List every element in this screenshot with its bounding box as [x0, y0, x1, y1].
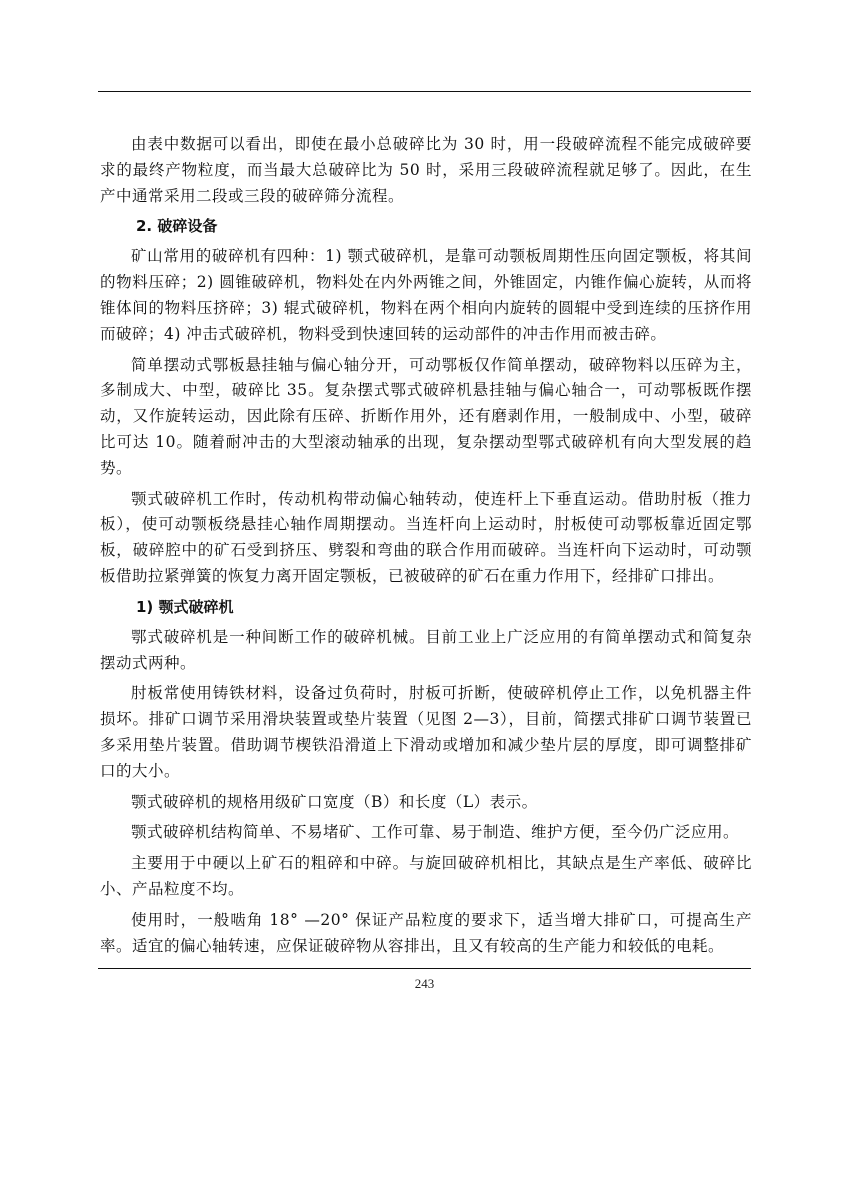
paragraph: 颚式破碎机结构简单、不易堵矿、工作可靠、易于制造、维护方便，至今仍广泛应用。: [131, 823, 740, 842]
paragraph: 颚式破碎机的规格用级矿口宽度（B）和长度（L）表示。: [131, 792, 538, 811]
paragraph: 简单摆动式鄂板悬挂轴与偏心轴分开，可动鄂板仅作简单摆动，破碎物料以压碎为主，多制成大、中型，破碎比 35。复杂摆式鄂式破碎机悬挂轴与偏心轴合一，可动鄂板既作摆动，又作旋转运动，因此除有压碎、折断作用外，还有磨剥作用，一般制成中、小型，破碎比可达 10。随着耐冲击的大型滚动轴承的出现，复杂摆动型鄂式破碎机有向大型发展的趋势。: [100, 355, 752, 477]
paragraph: 矿山常用的破碎机有四种：1) 颚式破碎机，是靠可动颚板周期性压向固定颚板，将其间的物料压碎；2) 圆锥破碎机，物料处在内外两锥之间，外锥固定，内锥作偏心旋转，从而将锥体间的物料压挤碎；3) 辊式破碎机，物料在两个相向内旋转的圆辊中受到连续的压挤作用而破碎；4) 冲击式破碎机，物料受到快速回转的运动部件的冲击作用而被击碎。: [100, 247, 752, 343]
paragraph: 使用时，一般啮角 18° —20° 保证产品粒度的要求下，适当增大排矿口，可提高生产率。适宜的偏心轴转速，应保证破碎物从容排出，且又有较高的生产能力和较低的电耗。: [100, 910, 752, 955]
paragraph: 主要用于中硬以上矿石的粗碎和中碎。与旋回破碎机相比，其缺点是生产率低、破碎比小、产品粒度不均。: [100, 854, 752, 898]
header-rule: [98, 91, 751, 92]
paragraph: 鄂式破碎机是一种间断工作的破碎机械。目前工业上广泛应用的有简单摆动式和简复杂摆动式两种。: [100, 627, 752, 672]
footer-rule: [98, 968, 751, 969]
page-body: [100, 132, 752, 964]
paragraph: 颚式破碎机工作时，传动机构带动偏心轴转动，使连杆上下垂直运动。借助肘板（推力板），使可动颚板绕悬挂心轴作周期摆动。当连杆向上运动时，肘板使可动鄂板靠近固定鄂板，破碎腔中的矿石受到挤压、劈裂和弯曲的联合作用而破碎。当连杆向下运动时，可动颚板借助拉紧弹簧的恢复力离开固定颚板，已被破碎的矿石在重力作用下，经排矿口排出。: [100, 489, 752, 585]
section-heading: 2. 破碎设备: [136, 217, 218, 236]
paragraph: 由表中数据可以看出，即使在最小总破碎比为 30 时，用一段破碎流程不能完成破碎要求的最终产物粒度，而当最大总破碎比为 50 时，采用三段破碎流程就足够了。因此，在生产中通常采用二段或三段的破碎筛分流程。: [100, 135, 752, 205]
subsection-heading: 1) 颚式破碎机: [136, 597, 234, 616]
page-number: 243: [414, 976, 435, 991]
paragraph: 肘板常使用铸铁材料，设备过负荷时，肘板可折断，使破碎机停止工作，以免机器主件损坏。排矿口调节采用滑块装置或垫片装置（见图 2—3），目前，简摆式排矿口调节装置已多采用垫片装置。借助调节楔铁沿滑道上下滑动或增加和减少垫片层的厚度，即可调整排矿口的大小。: [100, 684, 752, 780]
